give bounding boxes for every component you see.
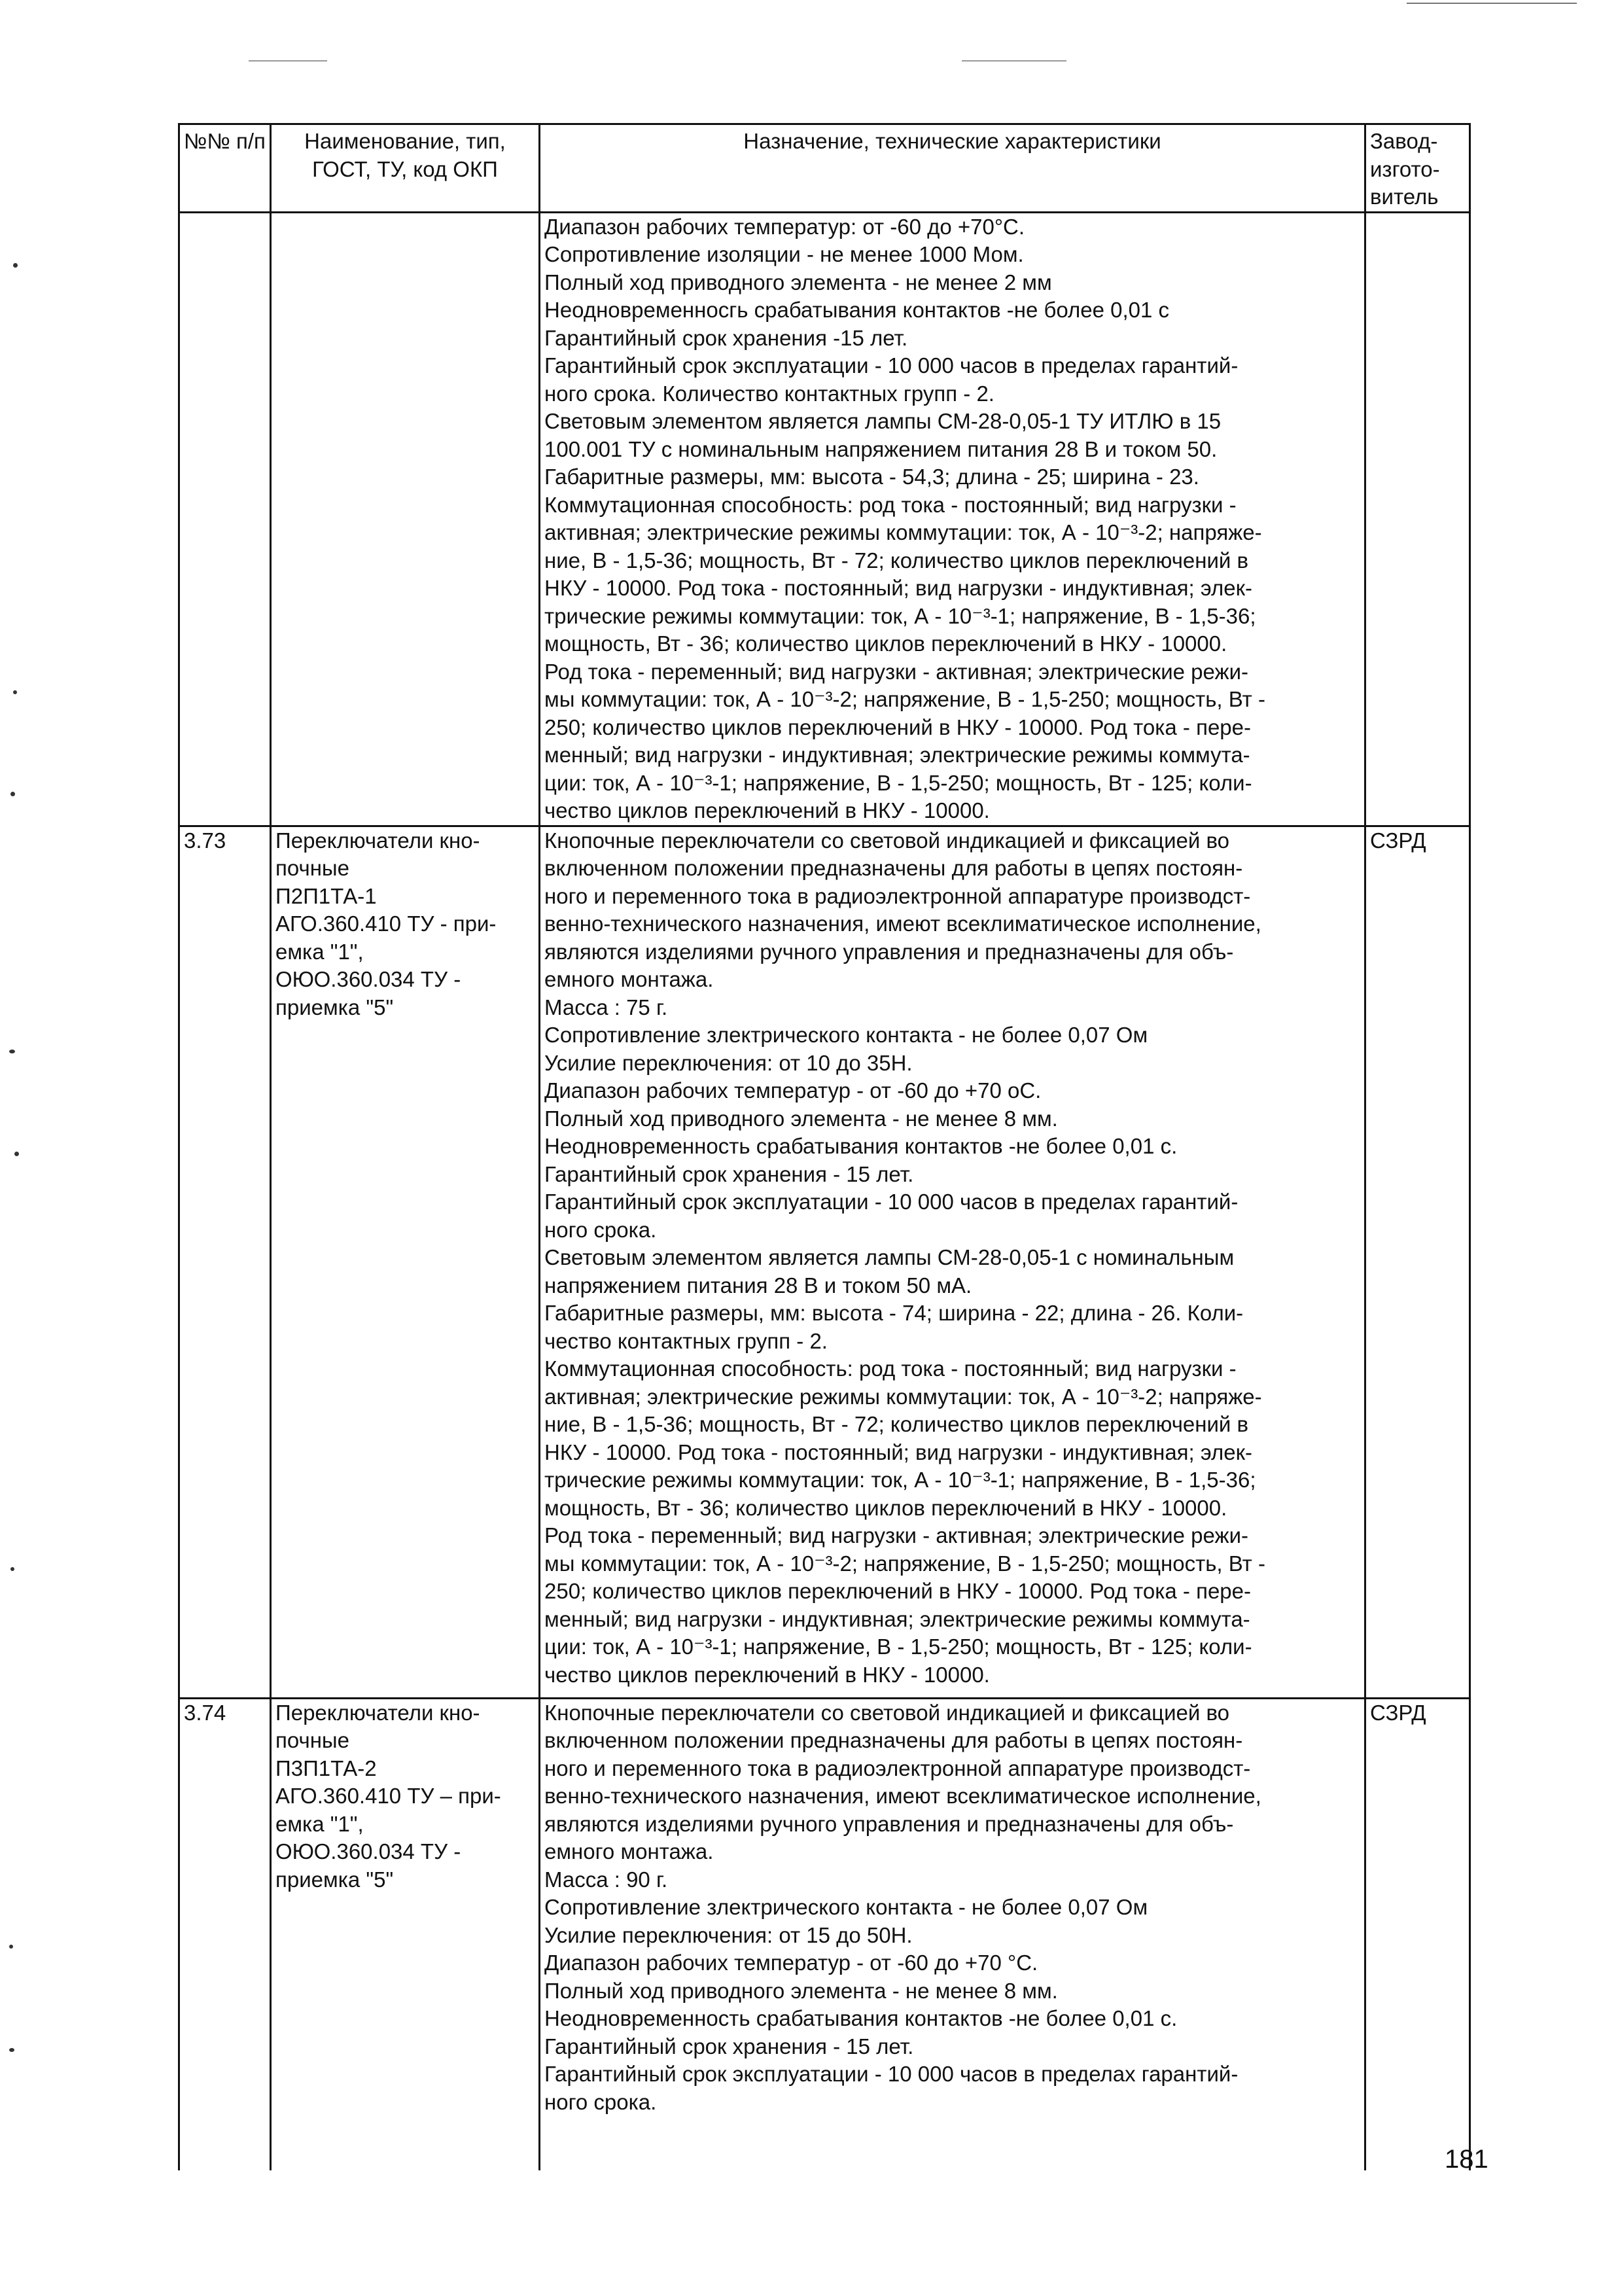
text-line: Масса : 90 г. <box>544 1867 668 1892</box>
text-line: Переключатели кно- <box>275 1700 480 1725</box>
text-line: Усилие переключения: от 15 до 50Н. <box>544 1922 913 1947</box>
text-line: мощность, Вт - 36; количество циклов переключений в НКУ - 10000. <box>544 631 1227 656</box>
text-line: Коммутационная способность: род тока - постоянный; вид нагрузки - <box>544 492 1237 517</box>
cell-number <box>179 212 271 826</box>
text-line: активная; электрические режимы коммутации: ток, А - 10⁻³-2; напряже- <box>544 520 1262 544</box>
text-line: ции: ток, А - 10⁻³-1; напряжение, В - 1,5-250; мощность, Вт - 125; коли- <box>544 770 1252 795</box>
text-line: Неодновременносгь срабатывания контактов -не более 0,01 с <box>544 298 1170 322</box>
text-line: П2П1ТА-1 <box>275 883 377 908</box>
text-line: Кнопочные переключатели со световой индикацией и фиксацией во <box>544 828 1229 853</box>
text-line: ние, В - 1,5-36; мощность, Вт - 72; количество циклов переключений в <box>544 1412 1249 1436</box>
text-line: Коммутационная способность: род тока - постоянный; вид нагрузки - <box>544 1356 1237 1381</box>
text-line: емка "1", <box>275 939 364 964</box>
text-line: трические режимы коммутации: ток, А - 10⁻³-1; напряжение, В - 1,5-36; <box>544 603 1256 628</box>
text-line: почные <box>275 1728 349 1752</box>
text-line: Полный ход приводного элемента - не менее 8 мм. <box>544 1978 1058 2003</box>
text-line: Световым элементом является лампы СМ-28-0,05-1 ТУ ИТЛЮ в 15 <box>544 409 1222 433</box>
text-line: чество циклов переключений в НКУ - 10000. <box>544 798 990 822</box>
text-line: Световым элементом является лампы СМ-28-0,05-1 с номинальным <box>544 1245 1235 1269</box>
text-line: венно-технического назначения, имеют всеклиматическое исполнение, <box>544 1784 1261 1808</box>
text-line: Гарантийный срок эксплуатации - 10 000 часов в пределах гарантий- <box>544 353 1239 378</box>
text-line: менный; вид нагрузки - индуктивная; электрические режимы коммута- <box>544 1606 1250 1631</box>
scan-speck <box>9 1050 15 1053</box>
text-line: емка "1", <box>275 1811 364 1836</box>
header-spec: Назначение, технические характеристики <box>540 124 1365 213</box>
text-line: включенном положении предназначены для работы в цепях постоян- <box>544 1728 1243 1752</box>
text-line: емного монтажа. <box>544 967 714 991</box>
specification-table <box>178 123 1471 2170</box>
text-line: Полный ход приводного элемента - не менее 2 мм <box>544 270 1052 294</box>
cell-name <box>271 826 540 1698</box>
text-line: Сопротивление злектрического контакта - не более 0,07 Ом <box>544 1023 1148 1047</box>
text-line: чество контактных групп - 2. <box>544 1328 828 1353</box>
text-line: трические режимы коммутации: ток, А - 10⁻³-1; напряжение, В - 1,5-36; <box>544 1468 1256 1492</box>
text-line: венно-технического назначения, имеют всеклиматическое исполнение, <box>544 911 1261 936</box>
text-line: ного и переменного тока в радиоэлектронной аппаратуре производст- <box>544 1756 1251 1780</box>
text-line: Диапазон рабочих температур - от -60 до +70 °С. <box>544 1951 1038 1975</box>
text-line: ции: ток, А - 10⁻³-1; напряжение, В - 1,5-250; мощность, Вт - 125; коли- <box>544 1634 1252 1659</box>
text-line: менный; вид нагрузки - индуктивная; электрические режимы коммута- <box>544 743 1250 767</box>
text-line: Масса : 75 г. <box>544 995 668 1019</box>
text-line: Полный ход приводного элемента - не менее 8 мм. <box>544 1106 1058 1131</box>
text-line: ОЮО.360.034 ТУ - <box>275 1839 461 1863</box>
text-line: АГО.360.410 ТУ – при- <box>275 1784 501 1808</box>
text-line: Кнопочные переключатели со световой индикацией и фиксацией во <box>544 1700 1229 1725</box>
text-line: мы коммутации: ток, А - 10⁻³-2; напряжение, В - 1,5-250; мощность, Вт - <box>544 687 1265 711</box>
text-line: ного и переменного тока в радиоэлектронной аппаратуре производст- <box>544 883 1251 908</box>
text-line: Род тока - переменный; вид нагрузки - активная; электрические режи- <box>544 659 1248 684</box>
scan-speck <box>10 792 15 796</box>
text-line: являются изделиями ручного управления и предназначены для объ- <box>544 939 1234 964</box>
text-line: чество циклов переключений в НКУ - 10000. <box>544 1662 990 1687</box>
text-line: Диапазон рабочих температур: от -60 до +70°С. <box>544 214 1025 239</box>
text-line: Неодновременность срабатывания контактов -не более 0,01 с. <box>544 1134 1178 1158</box>
cell-spec <box>540 212 1365 826</box>
scan-rule <box>962 60 1066 62</box>
text-line: ние, В - 1,5-36; мощность, Вт - 72; количество циклов переключений в <box>544 548 1249 573</box>
text-line: Гарантийный срок эксплуатации - 10 000 часов в пределах гарантий- <box>544 1190 1239 1214</box>
text-line: 250; количество циклов переключений в НКУ - 10000. Род тока - пере- <box>544 715 1251 739</box>
text-line: АГО.360.410 ТУ - при- <box>275 911 497 936</box>
text-line: Усилие переключения: от 10 до 35Н. <box>544 1050 913 1075</box>
text-line: активная; электрические режимы коммутации: ток, А - 10⁻³-2; напряже- <box>544 1384 1262 1409</box>
text-line: Диапазон рабочих температур - от -60 до +70 оС. <box>544 1078 1042 1103</box>
cell-number: 3.73 <box>179 826 271 1698</box>
text-line: Сопротивление изоляции - не менее 1000 Мом. <box>544 242 1024 266</box>
page-number: 181 <box>1445 2145 1488 2174</box>
text-line: ного срока. <box>544 1217 657 1242</box>
text-line: 100.001 ТУ с номинальным напряжением питания 28 В и током 50. <box>544 436 1218 461</box>
text-line: Габаритные размеры, мм: высота - 74; ширина - 22; длина - 26. Коли- <box>544 1301 1244 1325</box>
text-line: приемка "5" <box>275 995 394 1019</box>
cell-maker: СЗРД <box>1365 826 1470 1698</box>
text-line: Гарантийный срок эксплуатации - 10 000 часов в пределах гарантий- <box>544 2062 1239 2086</box>
scan-speck <box>9 2048 14 2052</box>
text-line: ОЮО.360.034 ТУ - <box>275 967 461 991</box>
text-line: Неодновременность срабатывания контактов -не более 0,01 с. <box>544 2006 1178 2030</box>
text-line: ного срока. Количество контактных групп - 2. <box>544 381 994 406</box>
cell-spec <box>540 826 1365 1698</box>
scan-speck <box>13 263 18 268</box>
text-line: емного монтажа. <box>544 1839 714 1863</box>
header-name: Наименование, тип, ГОСТ, ТУ, код ОКП <box>271 124 540 213</box>
text-line: почные <box>275 856 349 880</box>
scan-rule <box>1407 3 1577 4</box>
text-line: Род тока - переменный; вид нагрузки - активная; электрические режи- <box>544 1523 1248 1547</box>
table-row <box>179 1698 1470 2170</box>
scan-speck <box>10 1567 14 1571</box>
text-line: включенном положении предназначены для работы в цепях постоян- <box>544 856 1243 880</box>
cell-maker <box>1365 212 1470 826</box>
scan-speck <box>14 1152 19 1156</box>
text-line: 250; количество циклов переключений в НКУ - 10000. Род тока - пере- <box>544 1579 1251 1603</box>
text-line: мощность, Вт - 36; количество циклов переключений в НКУ - 10000. <box>544 1495 1227 1520</box>
text-line: Сопротивление злектрического контакта - не более 0,07 Ом <box>544 1895 1148 1919</box>
cell-spec <box>540 1698 1365 2170</box>
text-line: Габаритные размеры, мм: высота - 54,3; длина - 25; ширина - 23. <box>544 465 1199 489</box>
text-line: мы коммутации: ток, А - 10⁻³-2; напряжение, В - 1,5-250; мощность, Вт - <box>544 1551 1265 1576</box>
header-number: №№ п/п <box>179 124 271 213</box>
table-row <box>179 212 1470 826</box>
cell-name <box>271 1698 540 2170</box>
scan-speck <box>13 690 17 694</box>
text-line: Гарантийный срок хранения - 15 лет. <box>544 1161 914 1186</box>
text-line: ного срока. <box>544 2089 657 2114</box>
text-line: НКУ - 10000. Род тока - постоянный; вид нагрузки - индуктивная; элек- <box>544 576 1253 600</box>
text-line: Переключатели кно- <box>275 828 480 853</box>
scan-speck <box>9 1945 13 1949</box>
cell-number: 3.74 <box>179 1698 271 2170</box>
cell-maker: СЗРД <box>1365 1698 1470 2170</box>
text-line: являются изделиями ручного управления и предназначены для объ- <box>544 1811 1234 1836</box>
text-line: Гарантийный срок хранения -15 лет. <box>544 325 908 350</box>
text-line: НКУ - 10000. Род тока - постоянный; вид нагрузки - индуктивная; элек- <box>544 1439 1253 1464</box>
text-line: Гарантийный срок хранения - 15 лет. <box>544 2034 914 2058</box>
table-header-row <box>179 124 1470 213</box>
text-line: напряжением питания 28 В и током 50 мА. <box>544 1273 972 1298</box>
cell-name <box>271 212 540 826</box>
text-line: приемка "5" <box>275 1867 394 1892</box>
header-maker: Завод-изгото-витель <box>1365 124 1470 213</box>
table-row <box>179 826 1470 1698</box>
scan-rule <box>249 60 327 62</box>
text-line: П3П1ТА-2 <box>275 1756 377 1780</box>
